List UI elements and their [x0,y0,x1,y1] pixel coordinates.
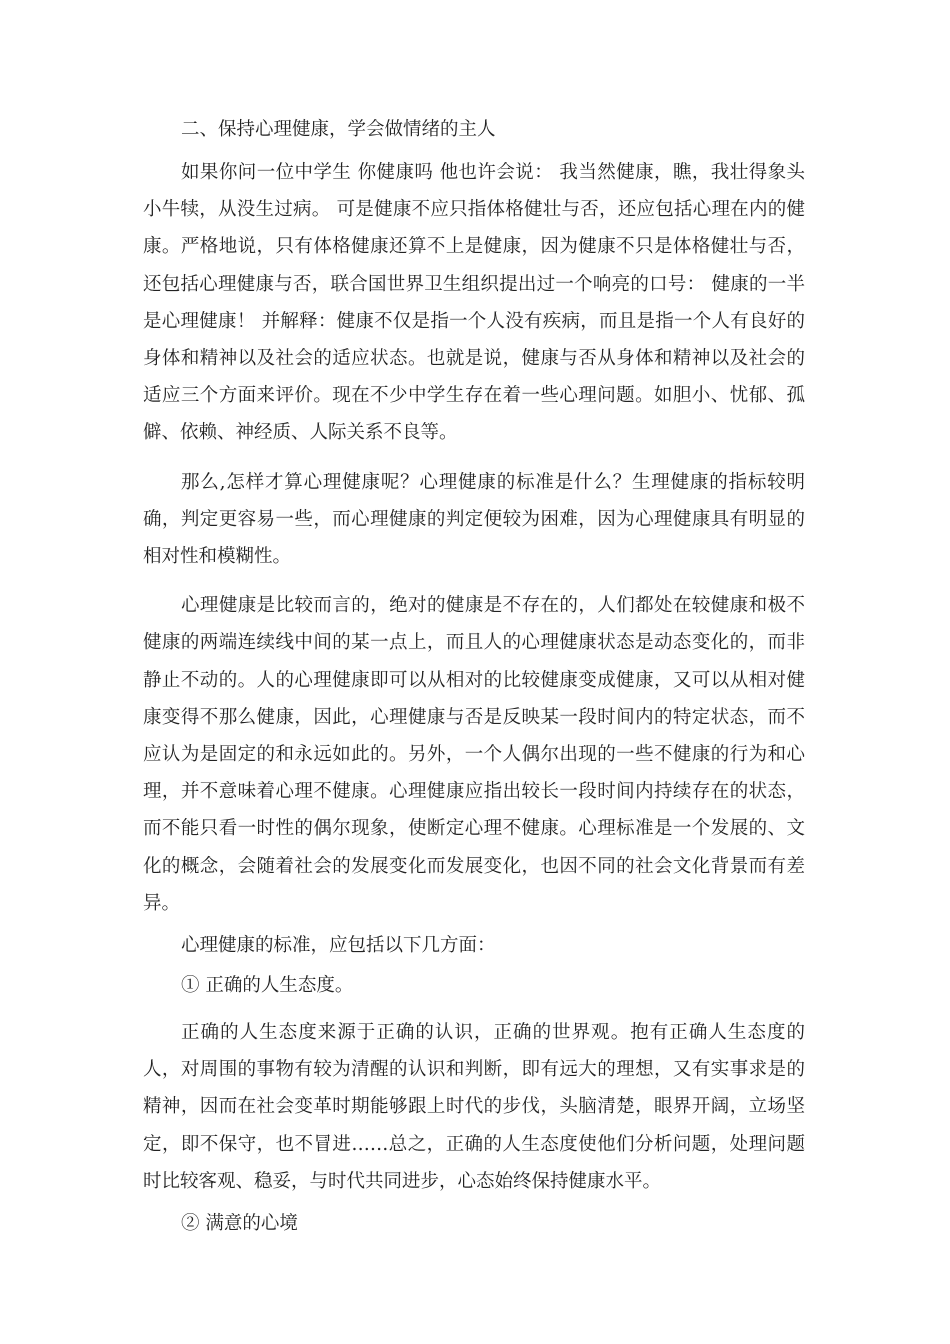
paragraph-standards-intro: 心理健康的标准，应包括以下几方面： [181,935,496,957]
paragraph-health-definition: 如果你问一位中学生 你健康吗 他也许会说： 我当然健康，瞧，我壮得象头小牛犊，从没生过病。 可是健康不应只指体格健壮与否，还应包括心理在内的健康。严格地说，只有体格健康还算不上是健康，因为健康不只是体格健壮与否，还包括心理健康与否，联合国世界卫生组织提出过一个响亮的口号： 健康的一半是心理健康！ 并解释：健康不仅是指一个人没有疾病，而且是指一个人有良好的身体和精神以及社会的适应状态。也就是说，健康与否从身体和精神以及社会的适应三个方面来评价。现在不少中学生存在着一些心理问题。如胆小、忧郁、孤僻、依赖、神经质、人际关系不良等。 [143,162,805,444]
paragraph-relative-health: 心理健康是比较而言的，绝对的健康是不存在的，人们都处在较健康和极不健康的两端连续线中间的某一点上，而且人的心理健康状态是动态变化的，而非静止不动的。人的心理健康即可以从相对的比较健康变成健康，又可以从相对健康变得不那么健康，因此，心理健康与否是反映某一段时间内的特定状态，而不应认为是固定的和永远如此的。另外，一个人偶尔出现的一些不健康的行为和心理，并不意味着心理不健康。心理健康应指出较长一段时间内持续存在的状态，而不能只看一时性的偶尔现象，使断定心理不健康。心理标准是一个发展的、文化的概念，会随着社会的发展变化而发展变化，也因不同的社会文化背景而有差异。 [143,595,805,914]
list-item-satisfied-mood: ② 满意的心境 [181,1213,298,1235]
paragraph-health-standard-question: 那么,怎样才算心理健康呢？心理健康的标准是什么？生理健康的指标较明确，判定更容易一些，而心理健康的判定便较为困难，因为心理健康具有明显的相对性和模糊性。 [143,471,805,568]
document-body [143,118,805,1252]
section-heading: 二、保持心理健康，学会做情绪的主人 [181,119,496,140]
paragraph-correct-attitude: 正确的人生态度来源于正确的认识，正确的世界观。抱有正确人生态度的人，对周围的事物有较为清醒的认识和判断，即有远大的理想，又有实事求是的精神，因而在社会变革时期能够跟上时代的步伐，头脑清楚，眼界开阔，立场坚定，即不保守，也不冒进……总之，正确的人生态度使他们分析问题，处理问题时比较客观、稳妥，与时代共同进步，心态始终保持健康水平。 [143,1022,805,1192]
list-item-correct-attitude: ① 正确的人生态度。 [181,975,354,997]
